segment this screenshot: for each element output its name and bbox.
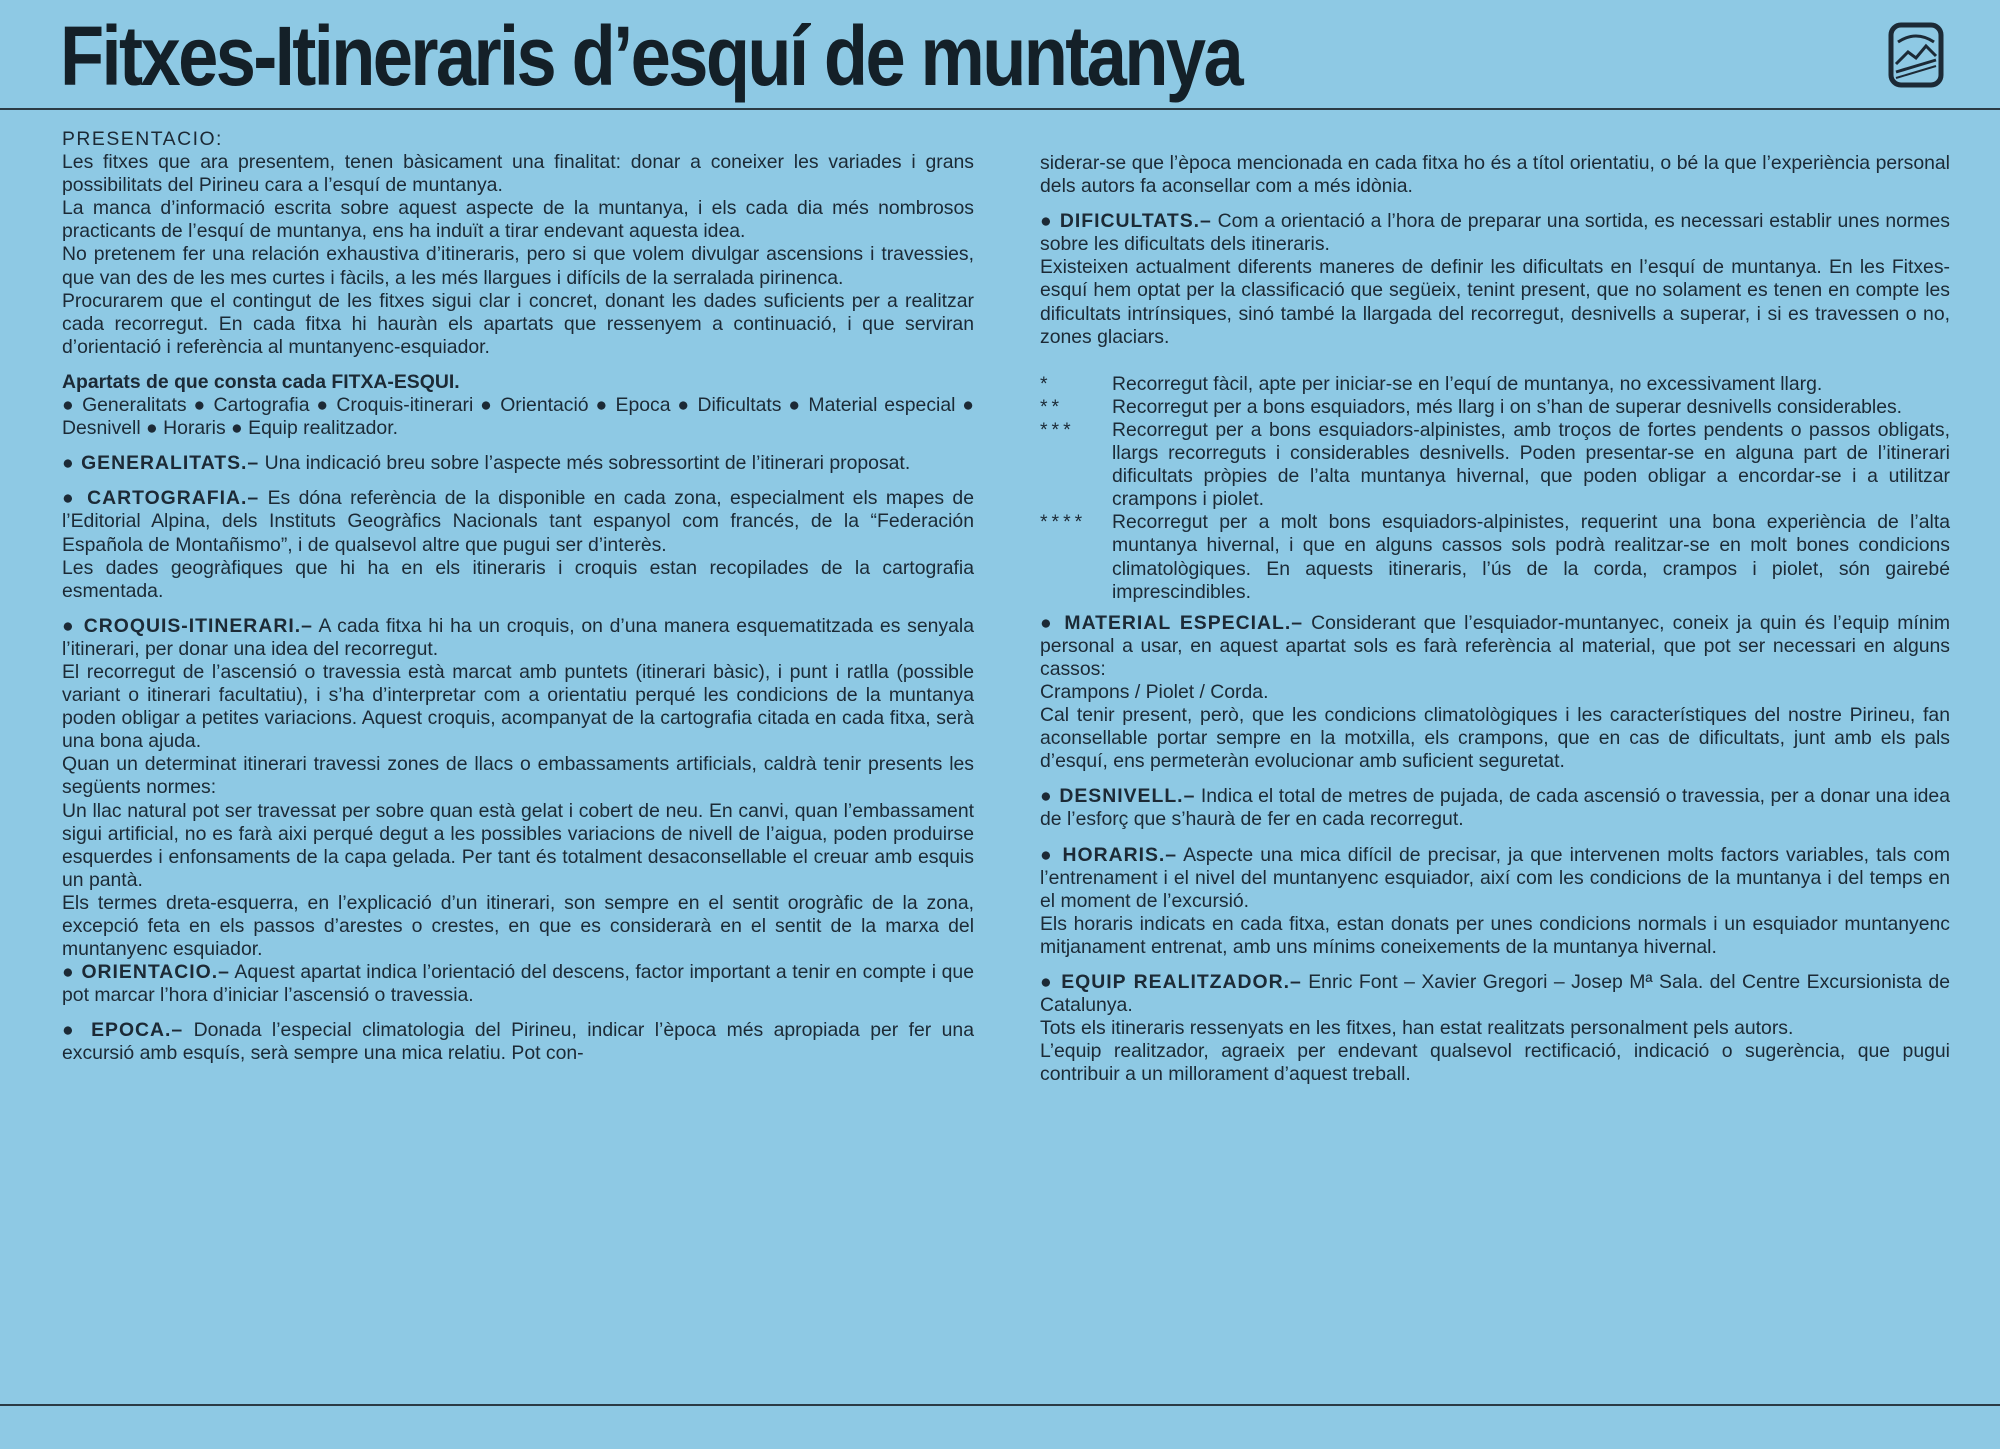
difficulty-stars: ** [1040,395,1064,418]
croquis-text: A cada fitxa hi ha un croquis, on d’una manera esquematitzada es senyala l’itinerari, per donar una idea del recorregut. [62,614,974,660]
section-heading-presentacio: PRESENTACIO: [62,128,223,150]
difficulty-stars: **** [1040,511,1087,534]
orientacio-text: Aquest apartat indica l’orientació del descens, factor important a tenir en compte i que pot marcar l’hora d’iniciar l’ascensió o travessia. [62,961,975,1007]
difficulty-row [1040,396,1950,419]
intro-paragraph-2: La manca d’informació escrita sobre aquest aspecte de la muntanya, i els cada dia més nombrosos practicants de l’esquí de muntanya, ens ha induït a tirar endevant aquesta idea. [62,197,974,243]
difficulty-stars: *** [1040,418,1075,441]
intro-paragraph-1: Les fitxes que ara presentem, tenen bàsicament una finalitat: donar a coneixer les variades i grans possibilitats del Pirineu cara a l’esquí de muntanya. [62,151,974,197]
header-rule [0,108,2000,110]
croquis-text-5: Els termes dreta-esquerra, en l’explicació d’un itinerari, son sempre en el sentit orogràfic de la zona, excepció feta en els passos d’arestes o crestes, en que es considerarà en el sentit de la marxa del muntanyenc esquiador. [62,891,974,961]
croquis-text-4: Un llac natural pot ser travessat per sobre quan està gelat i cobert de neu. En canvi, quan l’embassament sigui artificial, no es farà aixi perqué degut a les possibles variacions de nivell de l’aigua, poden produirse esquerdes i enfonsaments de la capa gelada. Per tant és totalment desaconsellable el creuar amb esquis un pantà. [62,799,974,891]
horaris-text-2: Els horaris indicats en cada fitxa, estan donats per unes condicions normals i un esquiador muntanyenc mitjanament entrenat, amb uns mínims coneixements de la muntanya hivernal. [1040,912,1950,958]
intro-paragraph-4: Procurarem que el contingut de les fitxes sigui clar i concret, donant les dades suficients per a realitzar cada recorregut. En cada fitxa hi hauràn els apartats que ressenyem a continuació, i que serviran d’orientació i referència al muntanyenc-esquiador. [62,289,974,358]
generalitats-label: ● GENERALITATS.– [62,452,260,475]
material-text-2: Crampons / Piolet / Corda. [1040,680,1269,703]
epoca-continuation: siderar-se que l’època mencionada en cada fitxa ho és a títol orientatiu, o bé la que l’experiència personal dels autors fa aconsellar com a més idònia. [1040,152,1950,198]
cartografia-text-2: Les dades geogràfiques que hi ha en els itineraris i croquis estan recopilades de la cartografia esmentada. [62,556,974,602]
croquis-text-3: Quan un determinat itinerari travessi zones de llacs o embassaments artificials, caldrà tenir presents les següents normes: [62,753,974,799]
page-title: Fitxes-Itineraris d’esquí de muntanya [60,9,1242,103]
generalitats-text: Una indicació breu sobre l’aspecte més sobressortint de l’itinerari proposat. [259,452,911,475]
apartats-title: Apartats de que consta cada FITXA-ESQUI. [62,370,460,393]
left-column [62,128,974,1066]
epoca-text: Donada l’especial climatologia del Pirineu, indicar l’època més apropiada per fer una excursió amb esquís, serà sempre una mica relatiu. Pot con- [62,1019,974,1065]
cartografia-text: Es dóna referència de la disponible en cada zona, especialment els mapes de l’Editorial Alpina, dels Instituts Geogràfics Nacionals tant espanyol com francés, de la “Federación Española de Montañismo”, i de qualsevol altre que pugui ser d’interès. [62,487,975,556]
material-text-3: Cal tenir present, però, que les condicions climatològiques i les característiques del nostre Pirineu, fan aconsellable portar sempre en la motxilla, els crampons, que en cas de dificultats, junt amb els pals d’esquí, ens permeteràn evolucionar amb suficient seguretat. [1040,704,1950,773]
croquis-label: ● CROQUIS-ITINERARI.– [62,614,313,637]
difficulty-row [1040,373,1950,396]
difficulty-description: Recorregut per a molt bons esquiadors-alpinistes, requerint una bona experiència de l’alta muntanya hivernal, i que en alguns cassos sols podrà realitzar-se en molt bones condicions climatològiques. En aquests itineraris, l’ús de la corda, crampos i piolet, són gairebé imprescindibles. [1112,511,1950,603]
equip-text-2: Tots els itineraris ressenyats en les fitxes, han estat realitzats personalment pels autors. [1040,1017,1794,1040]
desnivell-label: ● DESNIVELL.– [1040,785,1196,808]
material-text: Considerant que l’esquiador-muntanyec, coneix ja quin és l’equip mínim personal a usar, en aquest apartat sols es farà referència al material, que pot ser necessari en alguns cassos: [1040,611,1951,680]
equip-text: Enric Font – Xavier Gregori – Josep Mª Sala. del Centre Excursionista de Catalunya. [1040,971,1950,1017]
difficulty-stars: * [1040,372,1052,395]
dificultats-text-2: Existeixen actualment diferents maneres de definir les dificultats en l’esquí de muntanya. En les Fitxes-esquí hem optat per la classificació que següeix, tenint present, que no solament es tenen en compte les dificultats intrínsiques, sinó també la llargada del recorregut, desnivells a superar, i si es travessen o no, zones glaciars. [1040,256,1950,348]
mountain-ski-logo-icon [1888,22,1944,88]
difficulty-description: Recorregut per a bons esquiadors, més llarg i on s’han de superar desnivells considerables. [1112,395,1903,418]
material-label: ● MATERIAL ESPECIAL.– [1040,611,1304,634]
difficulty-description: Recorregut fàcil, apte per iniciar-se en l’equí de muntanya, no excessivament llarg. [1112,372,1823,395]
difficulty-row [1040,419,1950,511]
apartats-list: ● Generalitats ● Cartografia ● Croquis-itinerari ● Orientació ● Epoca ● Dificultats ● Material especial ● Desnivell ● Horaris ● Equip realitzador. [62,394,974,440]
equip-label: ● EQUIP REALITZADOR.– [1040,971,1302,993]
page-header [0,0,2000,112]
cartografia-label: ● CARTOGRAFIA.– [62,487,260,510]
difficulty-row [1040,511,1950,603]
dificultats-text: Com a orientació a l’hora de preparar una sortida, es necessari establir unes normes sobre les dificultats dels itineraris. [1040,210,1950,256]
equip-text-3: L’equip realitzador, agraeix per endevant qualsevol rectificació, indicació o sugerència, que pugui contribuir a un millorament d’aquest treball. [1040,1040,1950,1086]
difficulty-scale [1040,373,1950,604]
desnivell-text: Indica el total de metres de pujada, de cada ascensió o travessia, per a donar una idea de l’esforç que s’haurà de fer en cada recorregut. [1040,785,1950,831]
right-column [1040,152,1950,1086]
difficulty-description: Recorregut per a bons esquiadors-alpinistes, amb troços de fortes pendents o passos obligats, llargs recorreguts i considerables desnivells. Poden presentar-se en alguna part de l’itinerari dificultats pròpies de l’alta muntanya hivernal, que poden obligar a encordar-se i a utilitzar crampons i piolet. [1112,418,1950,511]
intro-paragraph-3: No pretenem fer una relación exhaustiva d’itineraris, pero si que volem divulgar ascensions i travessies, que van des de les mes curtes i fàcils, a les més llargues i difícils de la serralada pirinenca. [62,243,974,289]
footer-rule [0,1404,2000,1406]
horaris-label: ● HORARIS.– [1040,843,1178,866]
dificultats-label: ● DIFICULTATS.– [1040,210,1212,233]
orientacio-label: ● ORIENTACIO.– [62,961,230,984]
epoca-label: ● EPOCA.– [62,1019,184,1042]
croquis-text-2: El recorregut de l’ascensió o travessia està marcat amb puntets (itinerari bàsic), i punt i ratlla (possible variant o itinerari facultatiu), i s’ha d’interpretar com a orientatiu perqué les condicions de la muntanya poden obligar a petites variacions. Aquest croquis, acompanyat de la cartografia citada en cada fitxa, serà una bona ajuda. [62,660,974,753]
horaris-text: Aspecte una mica difícil de precisar, ja que intervenen molts factors variables, tals com l’entrenament i el nivel del muntanyenc esquiador, així com les condicions de la muntanya i del temps en el moment de l’excursió. [1040,843,1950,912]
